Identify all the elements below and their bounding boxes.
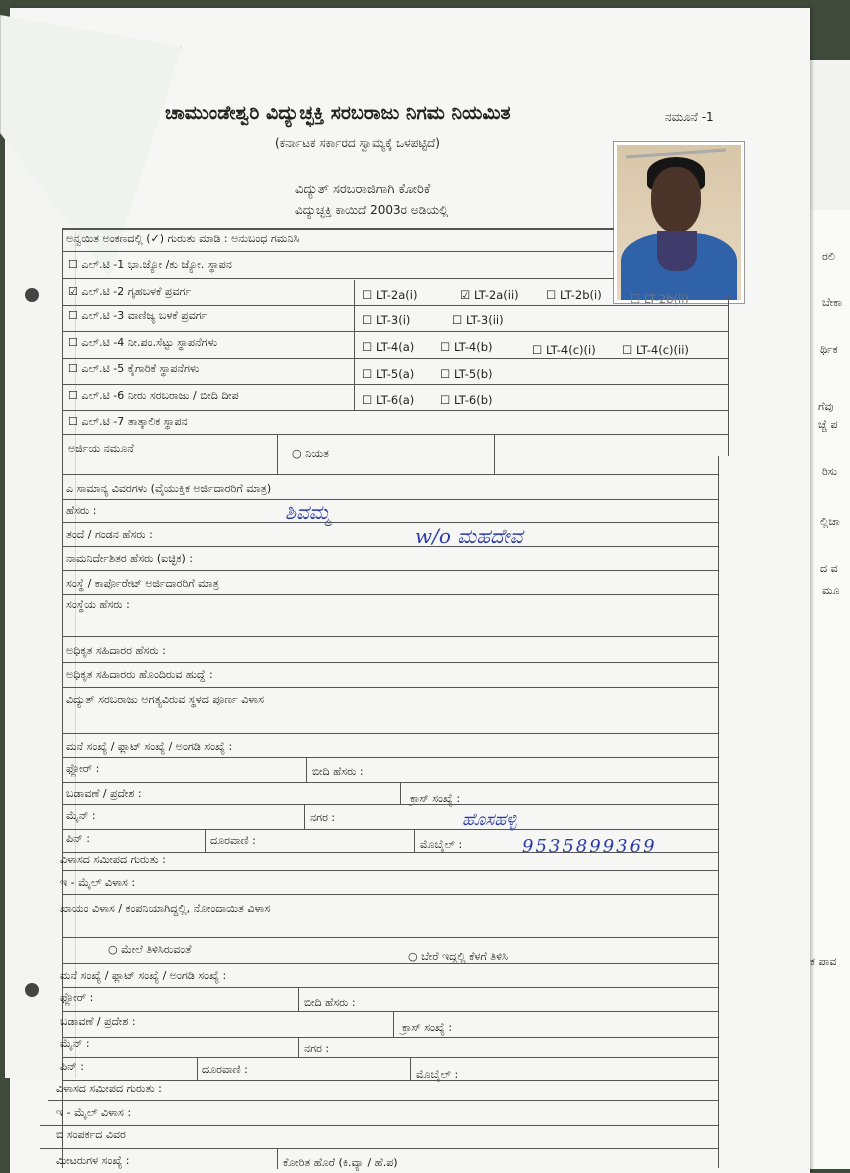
side-text: ಲ್ಲಿಚಾ bbox=[820, 515, 840, 528]
option-lt5a[interactable]: ☐ LT-5(a) bbox=[362, 367, 415, 381]
tariff-lt1[interactable]: ☐ ಎಲ್.ಟಿ -1 ಭಾ.ಜ್ಯೋ /ಕು ಜ್ಯೋ. ಸ್ಥಾಪನ bbox=[68, 258, 232, 271]
option-lt4a[interactable]: ☐ LT-4(a) bbox=[362, 340, 415, 354]
option-lt2a-i[interactable]: ☐ LT-2a(i) bbox=[362, 288, 418, 302]
cross-label-2: ಕ್ರಾಸ್ ಸಂಖ್ಯೆ : bbox=[402, 1021, 453, 1034]
email-label-2: ಇ - ಮೈಲ್ ವಿಳಾಸ : bbox=[56, 1106, 132, 1119]
phone-label-2: ದೂರವಾಣಿ : bbox=[202, 1063, 248, 1076]
corporate-label: ಸಂಸ್ಥೆ / ಕಾರ್ಪೊರೇಟ್ ಅರ್ಜಿದಾರರಿಗೆ ಮಾತ್ರ bbox=[66, 577, 219, 590]
name-label: ಹೆಸರು : bbox=[66, 504, 97, 517]
side-text: ಚ್ಚೆ ಪ bbox=[818, 418, 838, 431]
application-type-regular[interactable]: ○ ನಿಯತ bbox=[292, 447, 329, 460]
tariff-lt5[interactable]: ☐ ಎಲ್.ಟಿ -5 ಕೈಗಾರಿಕೆ ಸ್ಥಾಪನೆಗಳು bbox=[68, 362, 200, 375]
landmark-label-2: ವಿಳಾಸದ ಸಮೀಪದ ಗುರುತು : bbox=[56, 1082, 162, 1095]
house-number-label-2: ಮನೆ ಸಂಖ್ಯೆ / ಫ್ಲಾಟ್ ಸಂಖ್ಯೆ / ಅಂಗಡಿ ಸಂಖ್ಯೆ : bbox=[60, 969, 227, 982]
other-address-option[interactable]: ○ ಬೇರೆ ಇದ್ದಲ್ಲಿ ಕೆಳಗೆ ತಿಳಿಸಿ bbox=[408, 950, 508, 963]
house-number-label: ಮನೆ ಸಂಖ್ಯೆ / ಫ್ಲಾಟ್ ಸಂಖ್ಯೆ / ಅಂಗಡಿ ಸಂಖ್ಯೆ : bbox=[66, 740, 233, 753]
floor-label: ಫ್ಲೋರ್ : bbox=[66, 762, 100, 775]
option-lt4b[interactable]: ☐ LT-4(b) bbox=[440, 340, 493, 354]
option-lt3-ii[interactable]: ☐ LT-3(ii) bbox=[452, 313, 504, 327]
main-label: ಮೈನ್ : bbox=[66, 809, 96, 822]
option-lt2b-ii[interactable]: ☐ LT-2b(ii) bbox=[630, 292, 689, 306]
main-label-2: ಮೈನ್ : bbox=[60, 1037, 90, 1050]
signatory-designation-label: ಅಧಿಕೃತ ಸಹಿದಾರರು ಹೊಂದಿರುವ ಹುದ್ದೆ : bbox=[66, 668, 213, 681]
option-lt5b[interactable]: ☐ LT-5(b) bbox=[440, 367, 493, 381]
form-number: ನಮೂನೆ -1 bbox=[665, 110, 714, 124]
tariff-lt2[interactable]: ☑ ಎಲ್.ಟಿ -2 ಗೃಹಬಳಕೆ ಪ್ರವರ್ಗ bbox=[68, 285, 192, 298]
option-lt2a-ii[interactable]: ☑ LT-2a(ii) bbox=[460, 288, 519, 302]
landmark-label: ವಿಳಾಸದ ಸಮೀಪದ ಗುರುತು : bbox=[60, 853, 166, 866]
permanent-address-label: ಖಾಯಂ ವಿಳಾಸ / ಕಂಪನಿಯಾಗಿದ್ದಲ್ಲಿ, ನೋಂದಾಯಿತ ವಿಳಾಸ bbox=[60, 902, 271, 915]
side-text: ರಲಿ bbox=[822, 250, 835, 263]
side-text: ಬೇಕಾ bbox=[822, 296, 842, 309]
floor-label-2: ಫ್ಲೋರ್ : bbox=[60, 991, 94, 1004]
section-a-heading: ಎ ಸಾಮಾನ್ಯ ವಿವರಗಳು (ವೈಯುಕ್ತಿಕ ಅರ್ಜಿದಾರರಿಗೆ ಮಾತ್ರ) bbox=[66, 482, 272, 495]
instructions: ಅನ್ವಯಿತ ಅಂಕಣದಲ್ಲಿ (✓) ಗುರುತು ಮಾಡಿ : ಅನುಬಂಧ ಗಮನಿಸಿ bbox=[66, 232, 300, 245]
application-type-label: ಅರ್ಜಿಯ ನಮೂನೆ bbox=[68, 442, 134, 455]
nominee-label: ನಾಮನಿರ್ದೇಶಿತರ ಹೆಸರು (ಐಚ್ಛಿಕ) : bbox=[66, 552, 193, 565]
punch-hole bbox=[25, 983, 39, 997]
father-name-label: ತಂದೆ / ಗಂಡನ ಹೆಸರು : bbox=[66, 528, 153, 541]
city-handwritten[interactable]: ಹೊಸಹಳ್ಳಿ bbox=[462, 810, 517, 830]
authorized-signatory-label: ಅಧಿಕೃತ ಸಹಿದಾರರ ಹೆಸರು : bbox=[66, 644, 166, 657]
tariff-lt6[interactable]: ☐ ಎಲ್.ಟಿ -6 ನೀರು ಸರಬರಾಜು / ಬೀದಿ ದೀಪ bbox=[68, 389, 239, 402]
street-label-2: ಬೀದಿ ಹೆಸರು : bbox=[304, 996, 356, 1009]
area-label-2: ಬಡಾವಣೆ / ಪ್ರದೇಶ : bbox=[60, 1015, 136, 1028]
form-subheading: ವಿದ್ಯುಚ್ಛಕ್ತಿ ಕಾಯಿದೆ 2003ರ ಅಡಿಯಲ್ಲಿ bbox=[295, 203, 449, 217]
supply-address-label: ವಿದ್ಯುತ್ ಸರಬರಾಜು ಅಗತ್ಯವಿರುವ ಸ್ಥಳದ ಪೂರ್ಣ ವಿಳಾಸ bbox=[66, 693, 264, 706]
tariff-lt3[interactable]: ☐ ಎಲ್.ಟಿ -3 ವಾಣಿಜ್ಯ ಬಳಕೆ ಪ್ರವರ್ಗ bbox=[68, 309, 208, 322]
mobile-handwritten[interactable]: 9535899369 bbox=[522, 836, 657, 857]
option-lt4c-ii[interactable]: ☐ LT-4(c)(ii) bbox=[622, 343, 689, 357]
side-text: ದ ವ bbox=[820, 562, 838, 575]
form-heading: ವಿದ್ಯುತ್ ಸರಬರಾಜಿಗಾಗಿ ಕೋರಿಕೆ bbox=[295, 182, 431, 197]
side-text: ಮೂ bbox=[822, 584, 840, 597]
area-label: ಬಡಾವಣೆ / ಪ್ರದೇಶ : bbox=[66, 787, 142, 800]
city-label-2: ನಗರ : bbox=[304, 1042, 330, 1055]
side-text: ಕ ಪಾವ bbox=[810, 955, 837, 968]
section-b-heading: ಬಿ ಸಂಪರ್ಕದ ವಿವರ bbox=[56, 1128, 126, 1141]
meter-count-label: ಮೀಟರುಗಳ ಸಂಖ್ಯೆ : bbox=[56, 1154, 130, 1167]
name-handwritten[interactable]: ಶಿವಮ್ಮ bbox=[285, 500, 331, 524]
tariff-lt7[interactable]: ☐ ಎಲ್.ಟಿ -7 ತಾತ್ಕಾಲಿಕ ಸ್ಥಾಪನ bbox=[68, 415, 188, 428]
option-lt6b[interactable]: ☐ LT-6(b) bbox=[440, 393, 493, 407]
side-text: ಗೆವು bbox=[818, 400, 834, 413]
org-subtitle: (ಕರ್ನಾಟಕ ಸರ್ಕಾರದ ಸ್ವಾಮ್ಯಕ್ಕೆ ಒಳಪಟ್ಟಿದೆ) bbox=[275, 136, 440, 150]
email-label: ಇ - ಮೈಲ್ ವಿಳಾಸ : bbox=[60, 876, 136, 889]
mobile-label: ಮೊಬೈಲ್ : bbox=[420, 838, 463, 851]
org-title: ಚಾಮುಂಡೇಶ್ವರಿ ವಿದ್ಯುಚ್ಛಕ್ತಿ ಸರಬರಾಜು ನಿಗಮ ನಿಯಮಿತ bbox=[165, 102, 511, 124]
father-name-handwritten[interactable]: w/o ಮಹದೇವ bbox=[415, 524, 523, 548]
side-text: ರಿಸು bbox=[822, 465, 838, 478]
option-lt4c-i[interactable]: ☐ LT-4(c)(i) bbox=[532, 343, 596, 357]
street-label: ಬೀದಿ ಹೆಸರು : bbox=[312, 765, 364, 778]
same-as-above-option[interactable]: ○ ಮೇಲೆ ತಿಳಿಸಿರುವಂತೆ bbox=[108, 943, 192, 956]
option-lt2b-i[interactable]: ☐ LT-2b(i) bbox=[546, 288, 602, 302]
organization-name-label: ಸಂಸ್ಥೆಯ ಹೆಸರು : bbox=[66, 598, 130, 611]
phone-label: ದೂರವಾಣಿ : bbox=[210, 834, 256, 847]
tariff-lt4[interactable]: ☐ ಎಲ್.ಟಿ -4 ನೀ.ಪಂ.ಸೆಟ್ಟು ಸ್ಥಾಪನೆಗಳು bbox=[68, 336, 218, 349]
option-lt6a[interactable]: ☐ LT-6(a) bbox=[362, 393, 415, 407]
mobile-label-2: ಮೊಬೈಲ್ : bbox=[416, 1068, 459, 1081]
requested-load-label: ಕೋರಿತ ಹೊರೆ (ಕಿ.ವ್ಯಾ / ಹೆ.ಪ) bbox=[283, 1156, 398, 1169]
cross-label: ಕ್ರಾಸ್ ಸಂಖ್ಯೆ : bbox=[410, 792, 461, 805]
pin-label-2: ಪಿನ್ : bbox=[60, 1060, 84, 1073]
option-lt3-i[interactable]: ☐ LT-3(i) bbox=[362, 313, 411, 327]
punch-hole bbox=[25, 288, 39, 302]
pin-label: ಪಿನ್ : bbox=[66, 832, 90, 845]
city-label: ನಗರ : bbox=[310, 811, 336, 824]
applicant-photo bbox=[614, 142, 744, 303]
side-text: ರ್ಥಿಕ bbox=[820, 343, 838, 356]
